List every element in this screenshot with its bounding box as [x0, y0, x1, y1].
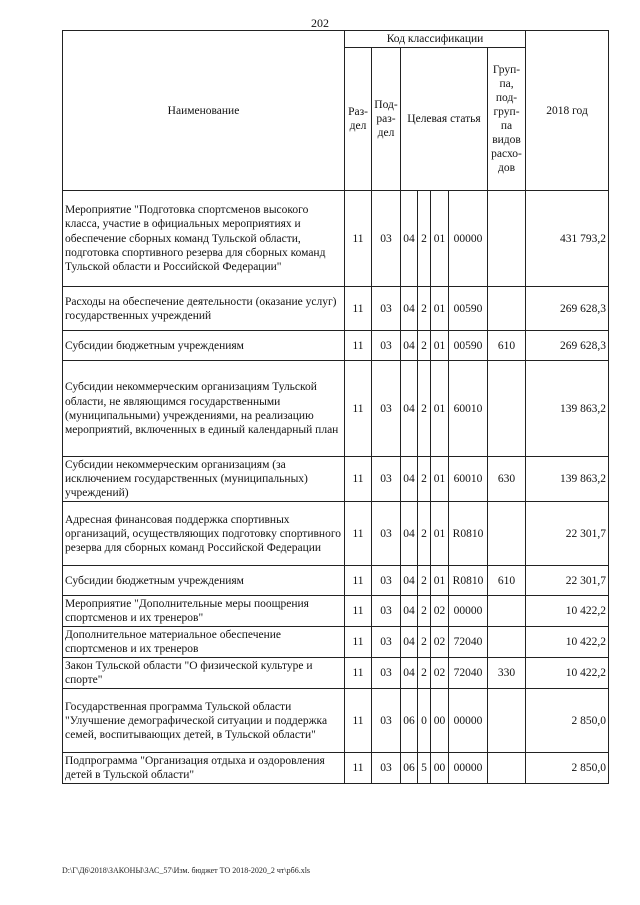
row-section: 11 [345, 596, 372, 627]
row-amount: 2 850,0 [526, 753, 609, 784]
row-section: 11 [345, 191, 372, 287]
row-subsection: 03 [372, 457, 401, 502]
row-target-program: 04 [401, 658, 418, 689]
row-target-event: 00 [431, 689, 449, 753]
row-section: 11 [345, 566, 372, 596]
row-section: 11 [345, 457, 372, 502]
row-target-event: 02 [431, 596, 449, 627]
row-target-direction: 00590 [449, 287, 488, 331]
row-subsection: 03 [372, 596, 401, 627]
row-amount: 139 863,2 [526, 457, 609, 502]
row-section: 11 [345, 331, 372, 361]
table-row [63, 566, 609, 596]
header-target-article: Целевая статья [401, 48, 488, 191]
header-classification-code: Код классификации [345, 31, 526, 48]
row-section: 11 [345, 361, 372, 457]
row-target-program: 04 [401, 596, 418, 627]
row-name: Дополнительное материальное обеспечение спортсменов и их тренеров [63, 627, 345, 658]
row-subsection: 03 [372, 331, 401, 361]
row-expense-group [488, 361, 526, 457]
row-target-program: 04 [401, 331, 418, 361]
row-section: 11 [345, 502, 372, 566]
footer-file-path: D:\Г\Д6\2018\ЗАКОНЫ\ЗАС_57\Изм. бюджет ТО 2018-2020_2 чт\рб6.xls [62, 866, 311, 875]
row-amount: 2 850,0 [526, 689, 609, 753]
row-name: Адресная финансовая поддержка спортивных организаций, осуществляющих подготовку спортивного резерва для сборных команд Российской Федерации [63, 502, 345, 566]
row-section: 11 [345, 689, 372, 753]
row-amount: 10 422,2 [526, 596, 609, 627]
row-expense-group [488, 287, 526, 331]
row-amount: 431 793,2 [526, 191, 609, 287]
table-row [63, 627, 609, 658]
row-subsection: 03 [372, 566, 401, 596]
row-target-direction: 60010 [449, 361, 488, 457]
row-target-event: 01 [431, 331, 449, 361]
header-name: Наименование [63, 31, 345, 191]
row-name: Подпрограмма "Организация отдыха и оздоровления детей в Тульской области" [63, 753, 345, 784]
row-expense-group [488, 753, 526, 784]
row-target-subprogram: 2 [418, 331, 431, 361]
row-amount: 22 301,7 [526, 502, 609, 566]
row-amount: 22 301,7 [526, 566, 609, 596]
header-expense-group: Груп- па, под- груп- па видов расхо- дов [488, 48, 526, 191]
row-subsection: 03 [372, 191, 401, 287]
row-name: Субсидии некоммерческим организациям Тульской области, не являющимся государственными (муниципальными) учреждениями, на реализацию мероприятий, включенных в единый календарный план [63, 361, 345, 457]
table-row [63, 689, 609, 753]
row-target-direction: 72040 [449, 627, 488, 658]
row-target-direction: 60010 [449, 457, 488, 502]
row-name: Расходы на обеспечение деятельности (оказание услуг) государственных учреждений [63, 287, 345, 331]
row-section: 11 [345, 627, 372, 658]
table-row [63, 502, 609, 566]
row-expense-group: 610 [488, 566, 526, 596]
row-target-program: 04 [401, 502, 418, 566]
row-target-event: 01 [431, 361, 449, 457]
row-target-subprogram: 2 [418, 361, 431, 457]
row-target-event: 01 [431, 457, 449, 502]
row-target-direction: 00000 [449, 191, 488, 287]
row-subsection: 03 [372, 658, 401, 689]
table-row [63, 457, 609, 502]
header-section: Раз- дел [345, 48, 372, 191]
row-target-program: 06 [401, 689, 418, 753]
row-section: 11 [345, 287, 372, 331]
row-expense-group [488, 191, 526, 287]
page-number: 202 [311, 16, 329, 30]
row-target-subprogram: 0 [418, 689, 431, 753]
row-target-subprogram: 2 [418, 191, 431, 287]
row-target-program: 04 [401, 457, 418, 502]
row-target-subprogram: 2 [418, 457, 431, 502]
table-row [63, 658, 609, 689]
row-subsection: 03 [372, 689, 401, 753]
row-name: Субсидии бюджетным учреждениям [63, 331, 345, 361]
row-target-program: 04 [401, 191, 418, 287]
row-amount: 10 422,2 [526, 627, 609, 658]
row-target-direction: R0810 [449, 566, 488, 596]
row-expense-group: 610 [488, 331, 526, 361]
row-target-program: 04 [401, 627, 418, 658]
row-target-direction: 00000 [449, 753, 488, 784]
row-target-direction: 72040 [449, 658, 488, 689]
row-name: Мероприятие "Подготовка спортсменов высокого класса, участие в официальных мероприятиях и обеспечение сборных команд Тульской области, подготовка спортивного резерва для сборных команд Тульской области и Российской Федерации" [63, 191, 345, 287]
row-subsection: 03 [372, 287, 401, 331]
row-name: Субсидии бюджетным учреждениям [63, 566, 345, 596]
row-target-subprogram: 2 [418, 627, 431, 658]
row-target-program: 04 [401, 361, 418, 457]
row-target-program: 04 [401, 566, 418, 596]
row-name: Субсидии некоммерческим организациям (за исключением государственных (муниципальных) учреждений) [63, 457, 345, 502]
row-target-event: 01 [431, 287, 449, 331]
row-name: Государственная программа Тульской области "Улучшение демографической ситуации и поддержка семей, воспитывающих детей, в Тульской области" [63, 689, 345, 753]
header-year: 2018 год [526, 31, 609, 191]
row-expense-group: 630 [488, 457, 526, 502]
header-subsection: Под- раз- дел [372, 48, 401, 191]
row-expense-group [488, 627, 526, 658]
row-expense-group [488, 596, 526, 627]
table-row [63, 191, 609, 287]
budget-table [62, 30, 609, 784]
row-section: 11 [345, 753, 372, 784]
row-expense-group [488, 502, 526, 566]
row-target-subprogram: 5 [418, 753, 431, 784]
row-target-subprogram: 2 [418, 596, 431, 627]
row-target-event: 01 [431, 566, 449, 596]
row-subsection: 03 [372, 627, 401, 658]
row-target-event: 01 [431, 191, 449, 287]
row-expense-group [488, 689, 526, 753]
row-target-subprogram: 2 [418, 566, 431, 596]
table-row [63, 596, 609, 627]
row-subsection: 03 [372, 753, 401, 784]
row-amount: 139 863,2 [526, 361, 609, 457]
row-name: Закон Тульской области "О физической культуре и спорте" [63, 658, 345, 689]
table-row [63, 361, 609, 457]
row-amount: 269 628,3 [526, 331, 609, 361]
row-target-event: 02 [431, 658, 449, 689]
row-target-event: 01 [431, 502, 449, 566]
row-target-subprogram: 2 [418, 287, 431, 331]
row-target-direction: 00000 [449, 689, 488, 753]
row-target-program: 06 [401, 753, 418, 784]
row-target-subprogram: 2 [418, 658, 431, 689]
row-section: 11 [345, 658, 372, 689]
table-row [63, 287, 609, 331]
row-amount: 10 422,2 [526, 658, 609, 689]
row-subsection: 03 [372, 502, 401, 566]
row-target-direction: R0810 [449, 502, 488, 566]
row-target-event: 02 [431, 627, 449, 658]
row-subsection: 03 [372, 361, 401, 457]
row-target-program: 04 [401, 287, 418, 331]
row-target-direction: 00000 [449, 596, 488, 627]
row-name: Мероприятие "Дополнительные меры поощрения спортсменов и их тренеров" [63, 596, 345, 627]
row-expense-group: 330 [488, 658, 526, 689]
header-row-top [63, 31, 609, 48]
table-row [63, 331, 609, 361]
row-amount: 269 628,3 [526, 287, 609, 331]
row-target-direction: 00590 [449, 331, 488, 361]
table-row [63, 753, 609, 784]
row-target-subprogram: 2 [418, 502, 431, 566]
row-target-event: 00 [431, 753, 449, 784]
